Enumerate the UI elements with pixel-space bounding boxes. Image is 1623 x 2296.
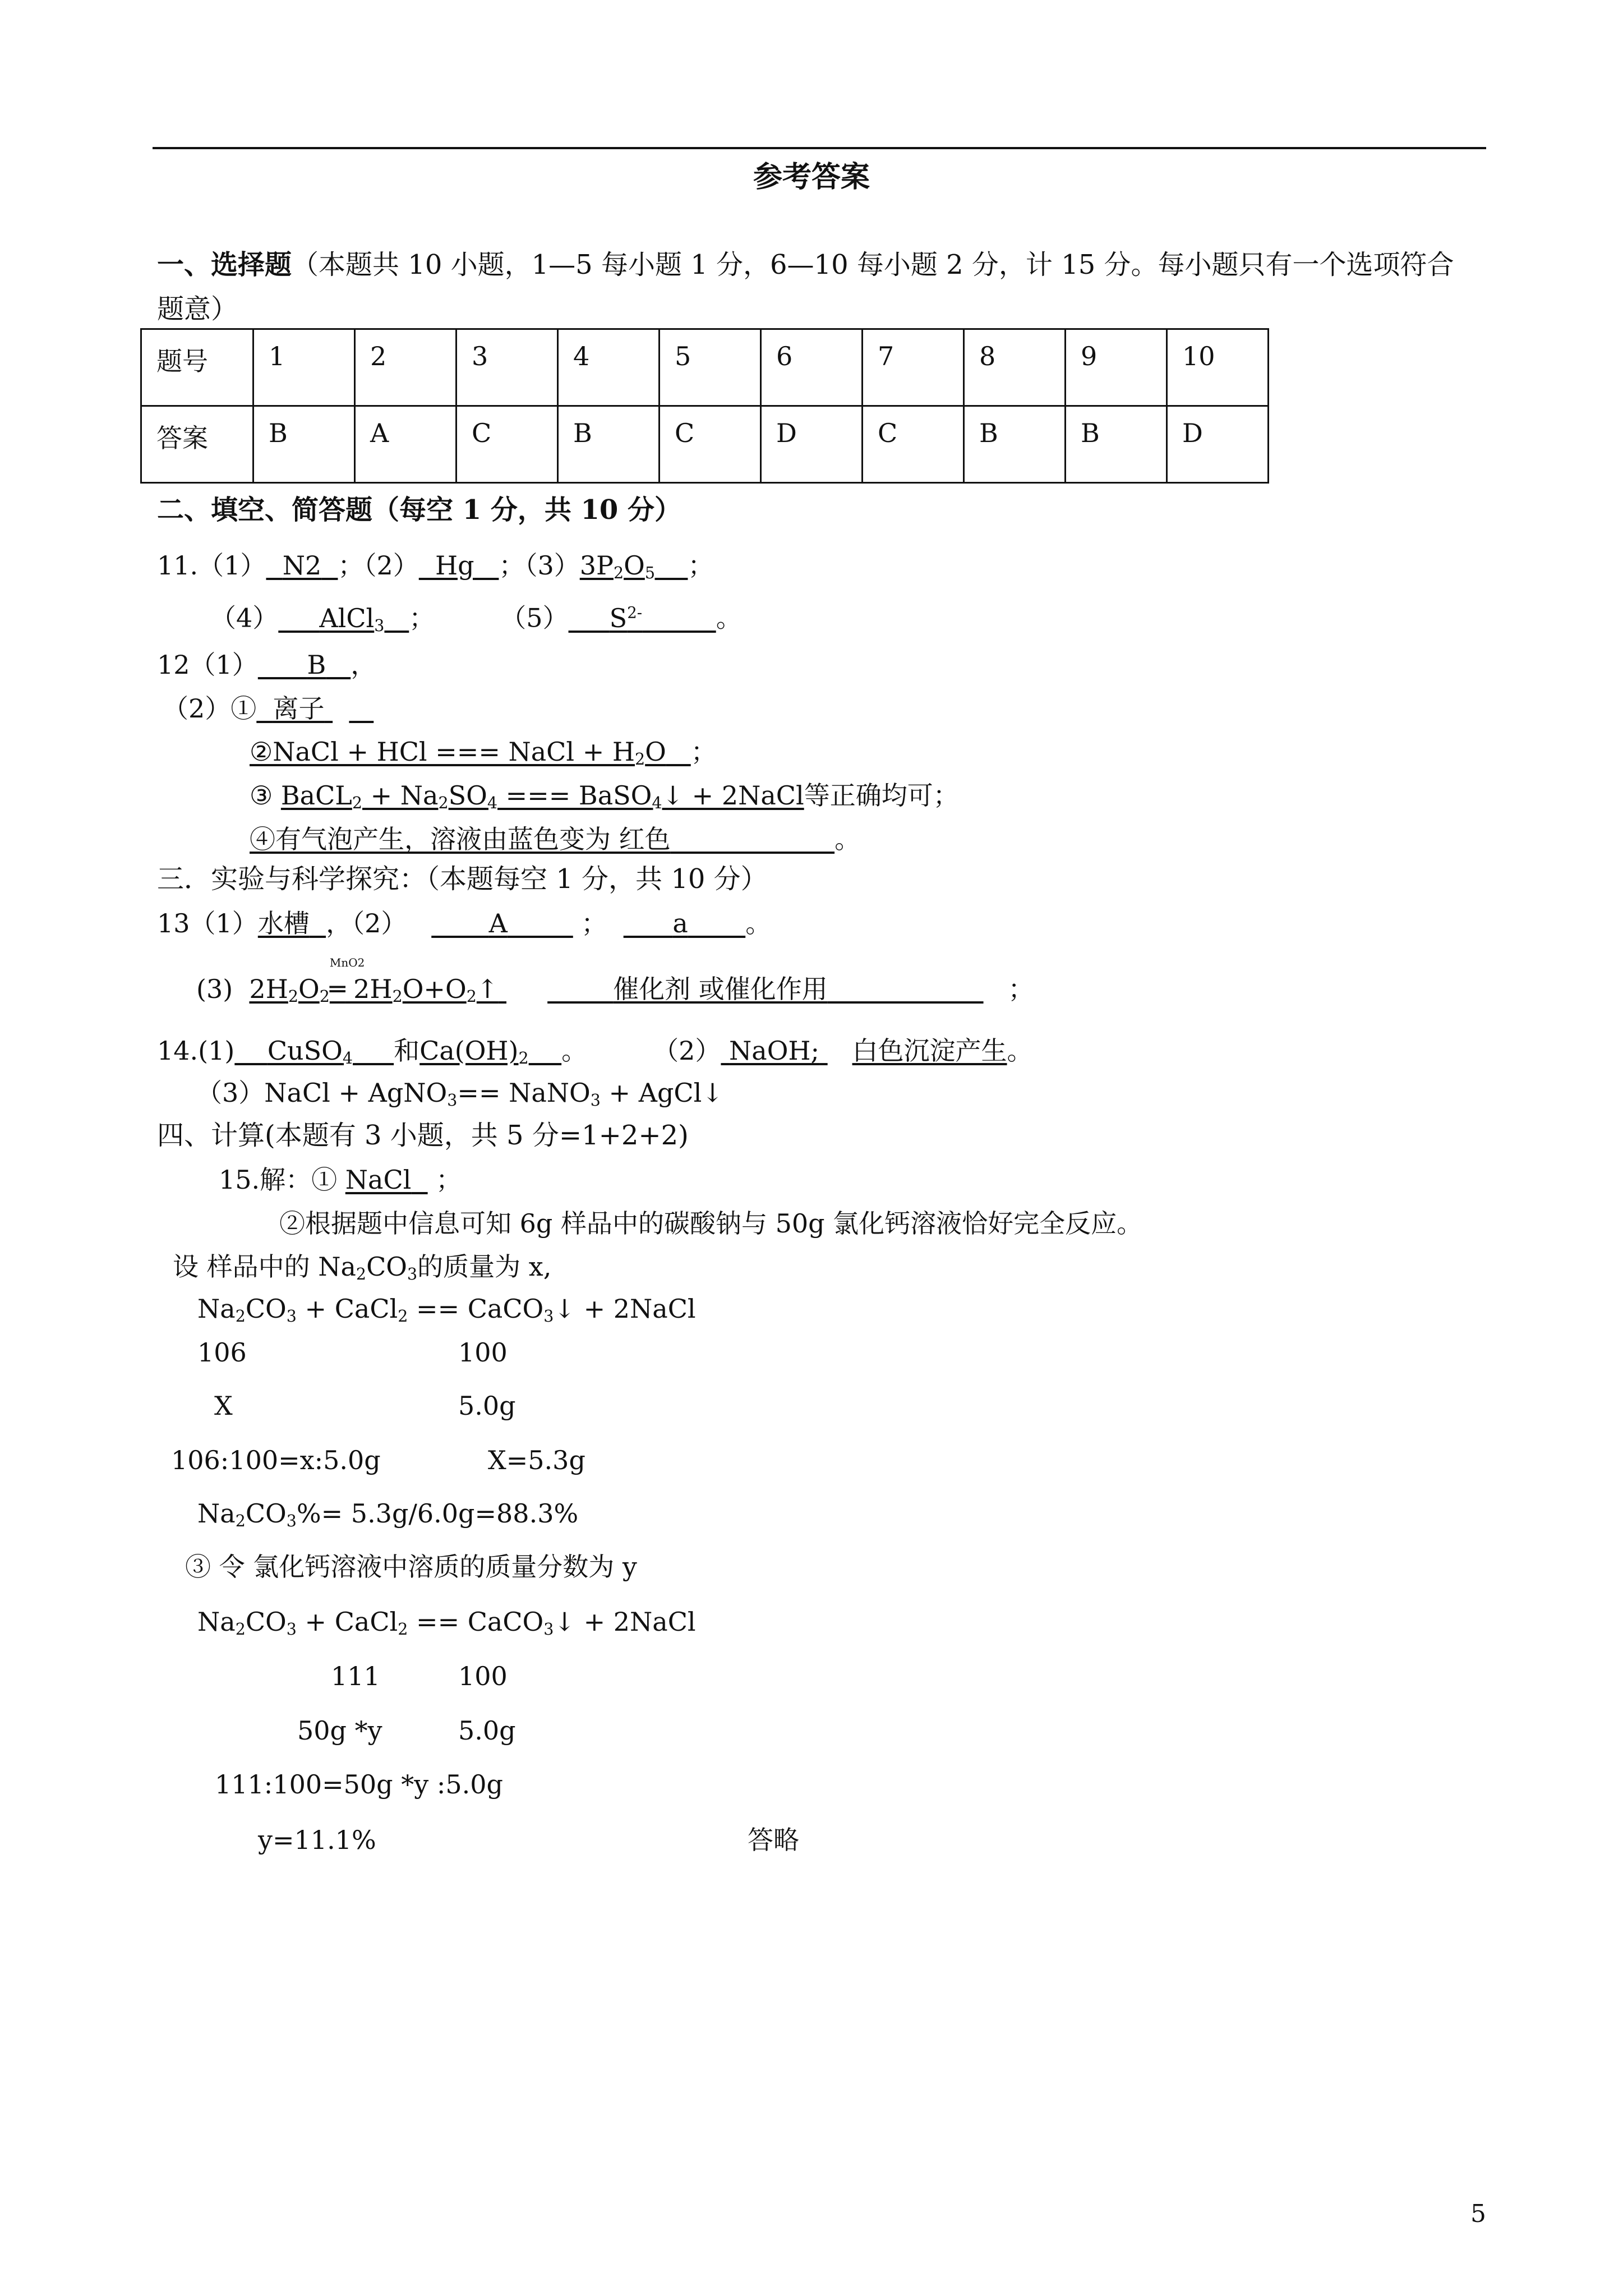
q11-answer3: $3P_2O_5$ <box>579 550 655 583</box>
ratio-2: 111:100=50g *y :5.0g <box>215 1769 503 1800</box>
q12-part1-label: 12（1） <box>157 650 258 680</box>
q15-end1: ； <box>436 1165 462 1195</box>
table-cell: B <box>1066 406 1167 483</box>
section1-desc: （本题共 10 小题，1—5 每小题 1 分，6—10 每小题 2 分，计 15 分。每小题只有一个选项符合 <box>292 249 1454 280</box>
table-cell: 5 <box>660 329 761 406</box>
table-cell: 10 <box>1167 329 1269 406</box>
q11-part4-label: （4） <box>210 602 279 633</box>
q12-equation3-prefix: ③ <box>250 780 281 811</box>
q11-end1: ； <box>688 550 714 581</box>
q13-equation: $2H_2O_2$ MnO2 ═ $2H_2O+O_2↑$ <box>249 956 499 1006</box>
section1-desc-line2: 题意） <box>157 293 238 325</box>
q13-sep: ； <box>581 908 607 938</box>
q11-end2: 。 <box>716 602 742 633</box>
q13-end3: ； <box>1008 974 1034 1004</box>
q12-line4 <box>250 780 959 813</box>
q14-answer2: NaOH; <box>729 1036 820 1066</box>
table-cell: A <box>355 406 457 483</box>
table-row-numbers <box>141 329 1269 406</box>
mass-expr: 50g *y <box>297 1715 382 1746</box>
q11-line2 <box>210 602 742 635</box>
section1-line1 <box>157 251 1454 278</box>
table-cell: C <box>660 406 761 483</box>
q14-line1 <box>157 1038 1033 1067</box>
table-cell: D <box>761 406 863 483</box>
result-2: y=11.1% <box>258 1825 376 1855</box>
equation-1: $Na_2CO_3$ + CaCl$_2$ == CaCO$_3$↓ + 2NaCl <box>197 1294 696 1326</box>
q11-answer1: N2 <box>282 550 322 581</box>
q11-sep: ； <box>409 602 435 633</box>
q11-part3-label: ；（3） <box>499 550 580 581</box>
q13-answer2: A <box>488 908 508 938</box>
table-cell: B <box>558 406 660 483</box>
q14-part1-label: 14.(1) <box>157 1036 235 1066</box>
q11-number: 11. <box>157 550 199 581</box>
q12-part2-label: （2）① <box>163 693 257 724</box>
q12-end2: ； <box>690 737 717 767</box>
q13-part2-label: ，（2） <box>326 908 407 938</box>
q13-part1-label: 13（1） <box>157 908 258 938</box>
q13-end: 。 <box>745 908 772 938</box>
molar-mass-2: 100 <box>458 1337 508 1368</box>
q15-line3: ③ 令 氯化钙溶液中溶质的质量分数为 y <box>185 1552 637 1582</box>
q11-answer4: AlCl$_3$ <box>319 602 385 635</box>
q11-answer5: $S^{2-}$ <box>609 602 643 633</box>
catalyst-label: MnO2 <box>329 956 365 969</box>
q14-answer1a: CuSO$_4$ <box>267 1036 353 1068</box>
q14-answer3: 白色沉淀产生 <box>852 1036 1007 1066</box>
q11-part2-label: ；（2） <box>338 550 419 581</box>
top-rule <box>153 147 1486 149</box>
q14-end1: 。 <box>561 1036 588 1066</box>
q12-line1 <box>157 652 376 678</box>
q15-line1 <box>219 1167 462 1193</box>
table-cell: C <box>863 406 964 483</box>
result-1: X=5.3g <box>488 1445 585 1475</box>
section3-heading: 三．实验与科学探究：（本题每空 1 分，共 10 分） <box>157 863 768 895</box>
q12-line2 <box>163 693 374 724</box>
section1-heading: 一、选择题 <box>157 249 292 280</box>
section2-heading: 二、填空、简答题（每空 1 分，共 10 分） <box>157 494 682 526</box>
table-cell: 4 <box>558 329 660 406</box>
q15-answer1: NaCl <box>345 1165 412 1195</box>
q14-line2: （3）NaCl + AgNO$_3$== NaNO$_3$ + AgCl↓ <box>196 1078 723 1110</box>
q13-answer3: a <box>672 908 688 938</box>
q13-line2 <box>196 956 1034 1006</box>
q12-line5 <box>250 826 860 852</box>
q13-line1 <box>157 910 771 936</box>
closing-note: 答略 <box>748 1825 799 1855</box>
q12-answer1: B <box>307 650 326 680</box>
q12-answer4: ④有气泡产生，溶液由蓝色变为 红色 <box>250 824 671 854</box>
q12-end4: 。 <box>834 824 861 854</box>
table-cell: 6 <box>761 329 863 406</box>
q12-equation2: ②NaCl + HCl === NaCl + H <box>250 737 635 767</box>
equation-2: $Na_2CO_3$ + CaCl$_2$ == CaCO$_3$↓ + 2NaCl <box>197 1607 696 1639</box>
q11-part1-label: （1） <box>198 550 266 581</box>
page-number: 5 <box>1470 2200 1486 2228</box>
q11-answer2: Hg <box>435 550 474 581</box>
table-cell: 8 <box>964 329 1066 406</box>
table-cell: B <box>964 406 1066 483</box>
molar-mass-1: 106 <box>197 1337 247 1368</box>
q13-part3-label: (3) <box>196 974 233 1004</box>
q12-line3: ②NaCl + HCl === NaCl + $H_2O$ ； <box>250 737 717 769</box>
table-cell: 7 <box>863 329 964 406</box>
table-cell: D <box>1167 406 1269 483</box>
mass-value-2: 5.0g <box>458 1715 516 1746</box>
row-label-number: 题号 <box>141 329 253 406</box>
q13-answer1: 水槽 <box>257 908 310 938</box>
row-label-answer: 答案 <box>141 406 253 483</box>
answer-table <box>140 328 1269 484</box>
table-cell: 1 <box>253 329 355 406</box>
section4-heading: 四、计算(本题有 3 小题，共 5 分=1+2+2) <box>157 1120 689 1151</box>
q14-answer1b: $Ca(OH)_2$ <box>419 1036 529 1068</box>
q15-set: 设 样品中的 $Na_2CO_3$的质量为 x, <box>173 1251 552 1284</box>
table-cell: C <box>457 406 558 483</box>
table-cell: 9 <box>1066 329 1167 406</box>
q12-equation3-suffix: 等正确均可； <box>804 780 959 811</box>
q11-part5-label: （5） <box>500 602 569 633</box>
table-cell: 3 <box>457 329 558 406</box>
q14-end2: 。 <box>1007 1036 1033 1066</box>
q11-line1 <box>157 550 714 583</box>
q15-line2: ②根据题中信息可知 6g 样品中的碳酸钠与 50g 氯化钙溶液恰好完全反应。 <box>279 1208 1143 1239</box>
q12-equation3: BaCL$_2$ + $Na_2SO_4$ === BaSO$_4$↓ + 2NaCl <box>280 780 804 813</box>
q14-part2-label: （2） <box>653 1036 721 1066</box>
percentage-1: $Na_2CO_3\%= 5.3g/6.0g=88.3\%$ <box>197 1498 579 1531</box>
unknown-x: X <box>214 1391 233 1421</box>
ratio-1: 106:100=x:5.0g <box>171 1445 381 1475</box>
table-cell: B <box>253 406 355 483</box>
mass-value-1: 5.0g <box>458 1391 516 1421</box>
page-title: 参考答案 <box>753 160 870 194</box>
table-cell: 2 <box>355 329 457 406</box>
table-row-answers <box>141 406 1269 483</box>
molar-mass-4: 100 <box>458 1661 508 1691</box>
q12-end1: ， <box>351 650 377 680</box>
molar-mass-3: 111 <box>331 1661 380 1691</box>
q15-label: 15.解：① <box>219 1165 345 1195</box>
q14-and: 和 <box>394 1036 420 1066</box>
q13-answer4: 催化剂 或催化作用 <box>613 974 828 1004</box>
q12-answer2: 离子 <box>273 693 325 724</box>
